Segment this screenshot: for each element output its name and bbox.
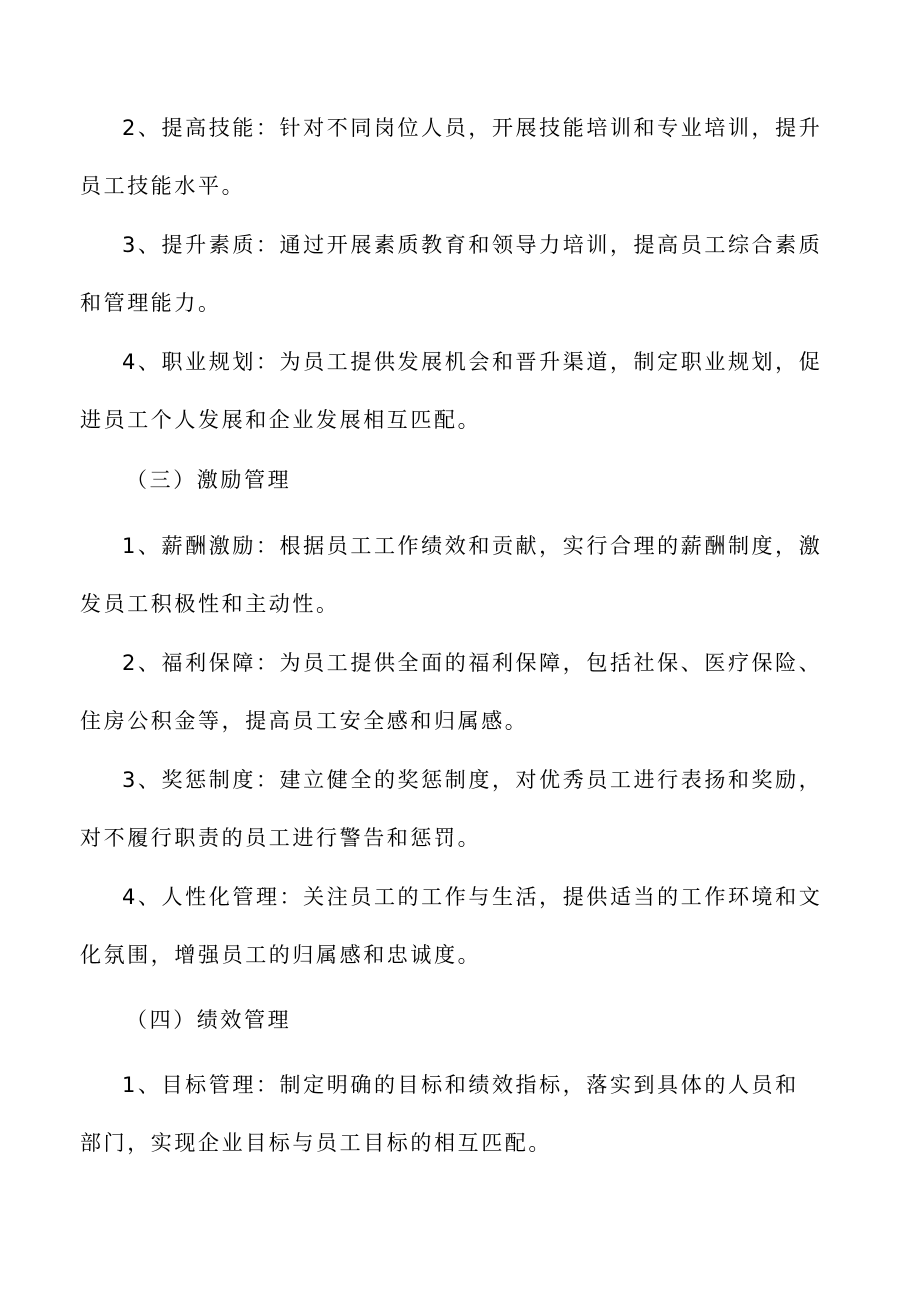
paragraph-salary-incentive: 1、薪酬激励：根据员工工作绩效和贡献，实行合理的薪酬制度，激发员工积极性和主动性。 <box>80 534 823 616</box>
section-heading-performance-management: （四）绩效管理 <box>126 1008 292 1032</box>
paragraph-welfare: 2、福利保障：为员工提供全面的福利保障，包括社保、医疗保险、住房公积金等，提高员工安全感和归属感。 <box>80 651 823 733</box>
paragraph-improve-quality: 3、提升素质：通过开展素质教育和领导力培训，提高员工综合素质和管理能力。 <box>80 233 823 315</box>
paragraph-goal-management: 1、目标管理：制定明确的目标和绩效指标，落实到具体的人员和部门，实现企业目标与员工目标的相互匹配。 <box>80 1073 799 1155</box>
paragraph-humanized-management: 4、人性化管理：关注员工的工作与生活，提供适当的工作环境和文化氛围，增强员工的归属感和忠诚度。 <box>80 885 823 967</box>
paragraph-improve-skills: 2、提高技能：针对不同岗位人员，开展技能培训和专业培训，提升员工技能水平。 <box>80 116 823 198</box>
paragraph-reward-punishment: 3、奖惩制度：建立健全的奖惩制度，对优秀员工进行表扬和奖励，对不履行职责的员工进行警告和惩罚。 <box>80 768 823 850</box>
paragraph-career-planning: 4、职业规划：为员工提供发展机会和晋升渠道，制定职业规划，促进员工个人发展和企业发展相互匹配。 <box>80 350 823 432</box>
section-heading-incentive-management: （三）激励管理 <box>126 468 292 492</box>
